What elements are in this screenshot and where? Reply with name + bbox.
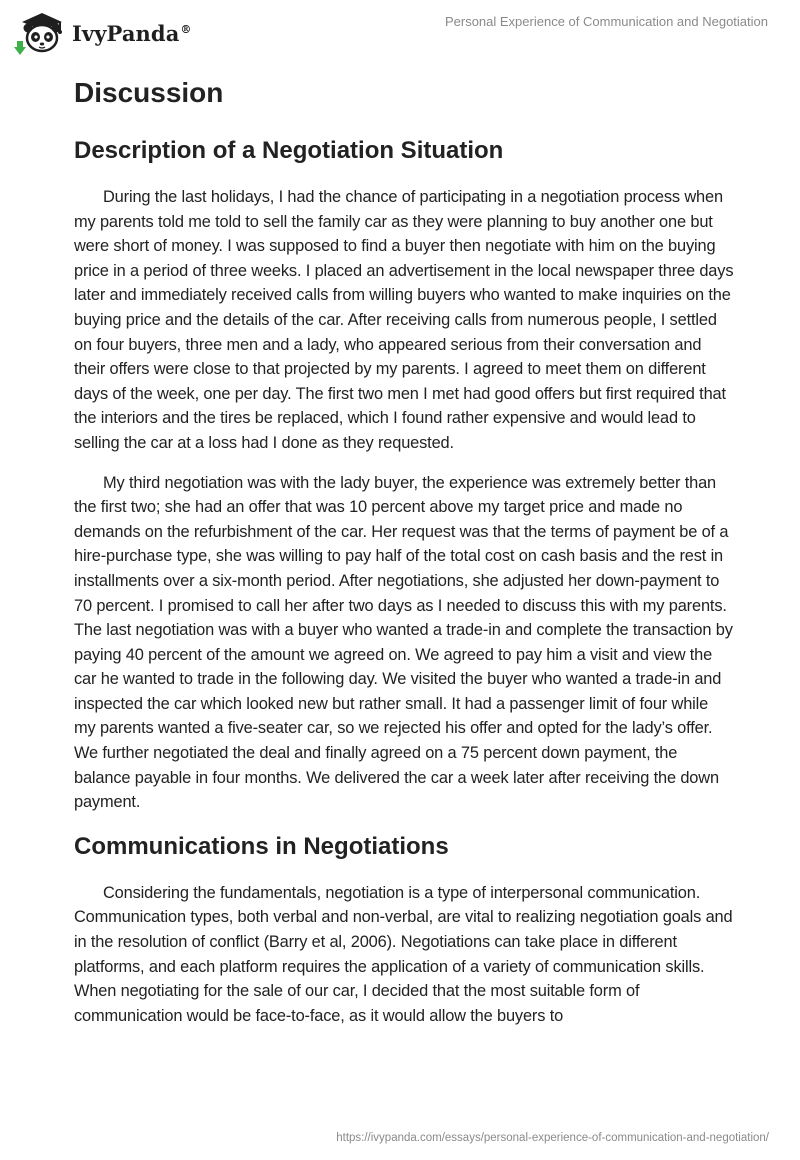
source-url[interactable]: https://ivypanda.com/essays/personal-experience-of-communication-and-negotiation/ xyxy=(336,1132,769,1144)
registered-mark: ® xyxy=(180,22,192,36)
panda-logo-icon xyxy=(14,8,70,58)
subsection-heading: Communications in Negotiations xyxy=(74,832,449,860)
page-header xyxy=(0,0,800,70)
section-heading: Discussion xyxy=(74,77,224,108)
paragraph: Considering the fundamentals, negotiation is a type of interpersonal communication. Communication types, both verbal and non-verbal, are vital to realizing negotiation goals and in the resolution of conflict (Barry et al, 2006). Negotiations can take place in different platforms, and each platform requires the application of a variety of communication skills. When negotiating for the sale of our car, I decided that the most suitable form of communication would be face-to-face, as it would allow the buyers to xyxy=(74,883,733,1025)
subsection-heading: Description of a Negotiation Situation xyxy=(74,137,504,164)
brand-logo[interactable] xyxy=(14,8,192,58)
document-title: Personal Experience of Communication and Negotiation xyxy=(444,14,768,29)
brand-name: IvyPanda® xyxy=(72,20,192,46)
paragraph: My third negotiation was with the lady buyer, the experience was extremely better than the first two; she had an offer that was 10 percent above my target price and made no demands on the refurbishment of the car. Her request was that the terms of payment be of a hire-purchase type, she was willing to pay half of the total cost on cash basis and the rest in installments over a six-month period. After negotiations, she adjusted her down-payment to 70 percent. I promised to call her after two days as I needed to discuss this with my parents. The last negotiation was with a buyer who wanted a trade-in and complete the transaction by paying 40 percent of the amount we agreed on. We agreed to pay him a visit and view the car he wanted to trade in the following day. We visited the buyer who wanted a trade-in and inspected the car which looked new but rather small. It had a passenger limit of four while my parents wanted a five-seater car, so we rejected his offer and opted for the lady’s offer. We further negotiated the deal and finally agreed on a 75 percent down payment, the balance payable in four months. We delivered the car a week later after receiving the down payment. xyxy=(74,473,733,812)
paragraph: During the last holidays, I had the chance of participating in a negotiation process when my parents told me told to sell the family car as they were planning to buy another one but were short of money. I was supposed to find a buyer then negotiate with him on the buying price in a period of three weeks. I placed an advertisement in the local newspaper three days later and immediately received calls from willing buyers who wanted to make inquiries on the buying price and the details of the car. After receiving calls from numerous people, I settled on four buyers, three men and a lady, who appeared serious from their conversation and their offers were close to that projected by my parents. I agreed to meet them on different days of the week, one per day. The first two men I met had good offers but first required that the interiors and the tires be replaced, which I found rather expensive and would lead to selling the car at a loss had I done as they requested. xyxy=(74,188,734,452)
essay-content xyxy=(74,70,734,1028)
